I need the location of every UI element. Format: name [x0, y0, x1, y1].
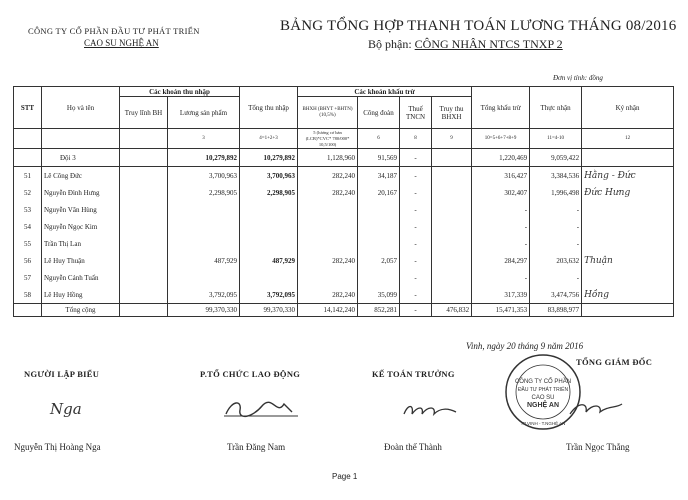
- cell-sign: [582, 235, 674, 252]
- cell-stt: 55: [14, 235, 42, 252]
- svg-text:NGHỆ AN: NGHỆ AN: [526, 402, 560, 409]
- cell-name: Lê Huy Hồng: [42, 286, 120, 304]
- cell-union: 35,099: [358, 286, 400, 304]
- cell-total-deduct: 284,297: [472, 252, 530, 269]
- cell-bhxh: [298, 269, 358, 286]
- cell-bhxh-back: [432, 149, 472, 167]
- document-title: BẢNG TỔNG HỢP THANH TOÁN LƯƠNG THÁNG 08/2016: [280, 18, 677, 34]
- col-net: Thực nhận: [530, 87, 582, 129]
- cell-total-income: 10,279,892: [240, 149, 298, 167]
- cell-bhxh-back: [432, 167, 472, 185]
- table-row: [14, 149, 674, 167]
- name-director: Trần Ngọc Thắng: [566, 442, 630, 452]
- cell-net: -: [530, 218, 582, 235]
- cell-tax: -: [400, 149, 432, 167]
- cell-name: Nguyễn Ngọc Kim: [42, 218, 120, 235]
- cell-net: 3,474,756: [530, 286, 582, 304]
- currency-unit: Đơn vị tính: đồng: [553, 74, 603, 82]
- idx-product: 3: [168, 129, 240, 149]
- cell-bhxh: 282,240: [298, 184, 358, 201]
- cell-union: 34,187: [358, 167, 400, 185]
- cell-backpay: [120, 218, 168, 235]
- cell-tax: -: [400, 167, 432, 185]
- cell-bhxh-back: [432, 201, 472, 218]
- cell-product: 3,792,095: [168, 286, 240, 304]
- svg-text:TP.VINH - T.NGHỆ AN: TP.VINH - T.NGHỆ AN: [520, 421, 566, 426]
- cell-total-deduct: 302,407: [472, 184, 530, 201]
- total-bhxh-back: 476,832: [432, 304, 472, 317]
- cell-product: 487,929: [168, 252, 240, 269]
- cell-total-deduct: -: [472, 201, 530, 218]
- cell-total-deduct: -: [472, 269, 530, 286]
- cell-tax: -: [400, 218, 432, 235]
- cell-name: Lê Công Đức: [42, 167, 120, 185]
- department-value: CÔNG NHÂN NTCS TNXP 2: [414, 37, 563, 51]
- cell-total-income: 2,298,905: [240, 184, 298, 201]
- cell-total-income: [240, 201, 298, 218]
- cell-union: 2,057: [358, 252, 400, 269]
- idx-tax: 8: [400, 129, 432, 149]
- cell-total-income: 487,929: [240, 252, 298, 269]
- cell-union: 91,569: [358, 149, 400, 167]
- cell-backpay: [120, 149, 168, 167]
- cell-product: 10,279,892: [168, 149, 240, 167]
- total-row: [14, 304, 674, 317]
- signature-chief-accountant: [400, 400, 460, 422]
- cell-tax: -: [400, 269, 432, 286]
- col-bhxh-back: Truy thu BHXH: [432, 97, 472, 129]
- total-deduct: 15,471,353: [472, 304, 530, 317]
- cell-backpay: [120, 235, 168, 252]
- cell-tax: -: [400, 235, 432, 252]
- department: [368, 37, 563, 52]
- cell-net: 203,632: [530, 252, 582, 269]
- cell-name: Nguyễn Đình Hưng: [42, 184, 120, 201]
- table-row: [14, 286, 674, 304]
- idx-net: 11=4-10: [530, 129, 582, 149]
- cell-sign: Hằng - Đức: [582, 167, 674, 185]
- cell-sign: Đức Hưng: [582, 184, 674, 201]
- cell-sign: Hồng: [582, 286, 674, 304]
- cell-total-income: [240, 235, 298, 252]
- cell-name: Nguyễn Văn Hùng: [42, 201, 120, 218]
- name-chief-accountant: Đoàn thế Thành: [384, 442, 442, 452]
- col-union: Công đoàn: [358, 97, 400, 129]
- cell-bhxh-back: [432, 235, 472, 252]
- total-product: 99,370,330: [168, 304, 240, 317]
- cell-bhxh-back: [432, 269, 472, 286]
- company-name: CÔNG TY CỔ PHẦN ĐẦU TƯ PHÁT TRIỂN: [28, 26, 200, 36]
- cell-stt: 57: [14, 269, 42, 286]
- cell-bhxh-back: [432, 218, 472, 235]
- company-name-line2: CAO SU NGHỆ AN: [84, 38, 159, 48]
- cell-backpay: [120, 184, 168, 201]
- cell-stt: 54: [14, 218, 42, 235]
- cell-net: -: [530, 201, 582, 218]
- total-union: 852,281: [358, 304, 400, 317]
- cell-backpay: [120, 269, 168, 286]
- cell-name: Lê Huy Thuận: [42, 252, 120, 269]
- total-income: 99,370,330: [240, 304, 298, 317]
- cell-union: [358, 235, 400, 252]
- name-preparer: Nguyễn Thị Hoàng Nga: [14, 442, 101, 452]
- cell-tax: -: [400, 184, 432, 201]
- cell-total-income: 3,700,963: [240, 167, 298, 185]
- col-stt: STT: [14, 87, 42, 129]
- cell-product: [168, 269, 240, 286]
- total-tax: -: [400, 304, 432, 317]
- col-tax: Thuế TNCN: [400, 97, 432, 129]
- svg-text:ĐẦU TƯ PHÁT TRIỂN: ĐẦU TƯ PHÁT TRIỂN: [517, 387, 569, 393]
- table-row: [14, 235, 674, 252]
- payroll-table: [13, 86, 674, 317]
- cell-bhxh-back: [432, 184, 472, 201]
- role-director: TỔNG GIÁM ĐỐC: [576, 357, 653, 367]
- cell-backpay: [120, 286, 168, 304]
- cell-backpay: [120, 252, 168, 269]
- cell-stt: 51: [14, 167, 42, 185]
- cell-name: Đội 3: [42, 149, 120, 167]
- cell-tax: -: [400, 252, 432, 269]
- col-total-income: Tổng thu nhập: [240, 87, 298, 129]
- cell-name: Trần Thị Lan: [42, 235, 120, 252]
- cell-tax: -: [400, 286, 432, 304]
- cell-sign: [582, 149, 674, 167]
- department-label: Bộ phận:: [368, 37, 412, 51]
- cell-bhxh: 1,128,960: [298, 149, 358, 167]
- cell-net: -: [530, 235, 582, 252]
- col-product: Lương sản phẩm: [168, 97, 240, 129]
- svg-text:CÔNG TY CỔ PHẦN: CÔNG TY CỔ PHẦN: [514, 379, 572, 385]
- idx-total-deduct: 10=5+6+7+8+9: [472, 129, 530, 149]
- cell-bhxh: [298, 201, 358, 218]
- total-net: 83,898,977: [530, 304, 582, 317]
- idx-sign: 12: [582, 129, 674, 149]
- cell-bhxh: [298, 218, 358, 235]
- cell-bhxh-back: [432, 252, 472, 269]
- idx-bhxh-back: 9: [432, 129, 472, 149]
- cell-bhxh: 282,240: [298, 286, 358, 304]
- col-total-deduct: Tổng khấu trừ: [472, 87, 530, 129]
- cell-sign: [582, 269, 674, 286]
- cell-product: [168, 218, 240, 235]
- col-name: Họ và tên: [42, 87, 120, 129]
- company-seal: [503, 352, 583, 432]
- table-row: [14, 167, 674, 185]
- cell-total-deduct: 316,427: [472, 167, 530, 185]
- cell-name: Nguyễn Cảnh Tuấn: [42, 269, 120, 286]
- cell-sign: [582, 218, 674, 235]
- cell-total-deduct: -: [472, 235, 530, 252]
- idx-union: 6: [358, 129, 400, 149]
- cell-net: 9,059,422: [530, 149, 582, 167]
- cell-stt: 53: [14, 201, 42, 218]
- cell-stt: 52: [14, 184, 42, 201]
- cell-union: [358, 201, 400, 218]
- role-labor-dept: P.TỔ CHỨC LAO ĐỘNG: [200, 369, 301, 379]
- table-row: [14, 201, 674, 218]
- col-sign: Ký nhận: [582, 87, 674, 129]
- col-bhxh: BHXH (BHYT +BHTN) (10,5%): [298, 97, 358, 129]
- cell-bhxh-back: [432, 286, 472, 304]
- cell-net: 1,996,498: [530, 184, 582, 201]
- idx-total-income: 4=1+2+3: [240, 129, 298, 149]
- cell-sign: Thuận: [582, 252, 674, 269]
- cell-union: 20,167: [358, 184, 400, 201]
- col-backpay: Truy lĩnh BH: [120, 97, 168, 129]
- cell-backpay: [120, 201, 168, 218]
- idx-bhxh: 5 (lương cơ bản (LCB)*CVC* 780/000* 10,5/100): [298, 129, 358, 149]
- cell-bhxh: 282,240: [298, 167, 358, 185]
- cell-stt: 58: [14, 286, 42, 304]
- cell-net: -: [530, 269, 582, 286]
- role-chief-accountant: KẾ TOÁN TRƯỞNG: [372, 369, 455, 379]
- cell-union: [358, 269, 400, 286]
- cell-product: [168, 201, 240, 218]
- total-label: Tổng cộng: [42, 304, 120, 317]
- cell-tax: -: [400, 201, 432, 218]
- total-bhxh: 14,142,240: [298, 304, 358, 317]
- cell-product: [168, 235, 240, 252]
- cell-product: 2,298,905: [168, 184, 240, 201]
- cell-total-deduct: 1,220,469: [472, 149, 530, 167]
- cell-total-deduct: -: [472, 218, 530, 235]
- cell-bhxh: 282,240: [298, 252, 358, 269]
- cell-stt: [14, 149, 42, 167]
- cell-bhxh: [298, 235, 358, 252]
- cell-backpay: [120, 167, 168, 185]
- table-row: [14, 218, 674, 235]
- cell-product: 3,700,963: [168, 167, 240, 185]
- signing-date: Vinh, ngày 20 tháng 9 năm 2016: [466, 341, 584, 351]
- signature-preparer: Nga: [50, 400, 82, 418]
- cell-union: [358, 218, 400, 235]
- cell-total-deduct: 317,339: [472, 286, 530, 304]
- cell-sign: [582, 201, 674, 218]
- cell-total-income: 3,792,095: [240, 286, 298, 304]
- role-preparer: NGƯỜI LẬP BIỂU: [24, 369, 100, 379]
- cell-total-income: [240, 269, 298, 286]
- signature-labor-dept: [222, 396, 302, 422]
- cell-net: 3,384,536: [530, 167, 582, 185]
- col-deductions-group: Các khoản khấu trừ: [298, 87, 472, 97]
- page-number: Page 1: [332, 472, 358, 481]
- table-row: [14, 184, 674, 201]
- name-labor-dept: Trần Đăng Nam: [227, 442, 286, 452]
- col-income-group: Các khoản thu nhập: [120, 87, 240, 97]
- cell-total-income: [240, 218, 298, 235]
- svg-text:CAO SU: CAO SU: [531, 395, 555, 401]
- table-row: [14, 269, 674, 286]
- table-row: [14, 252, 674, 269]
- cell-stt: 56: [14, 252, 42, 269]
